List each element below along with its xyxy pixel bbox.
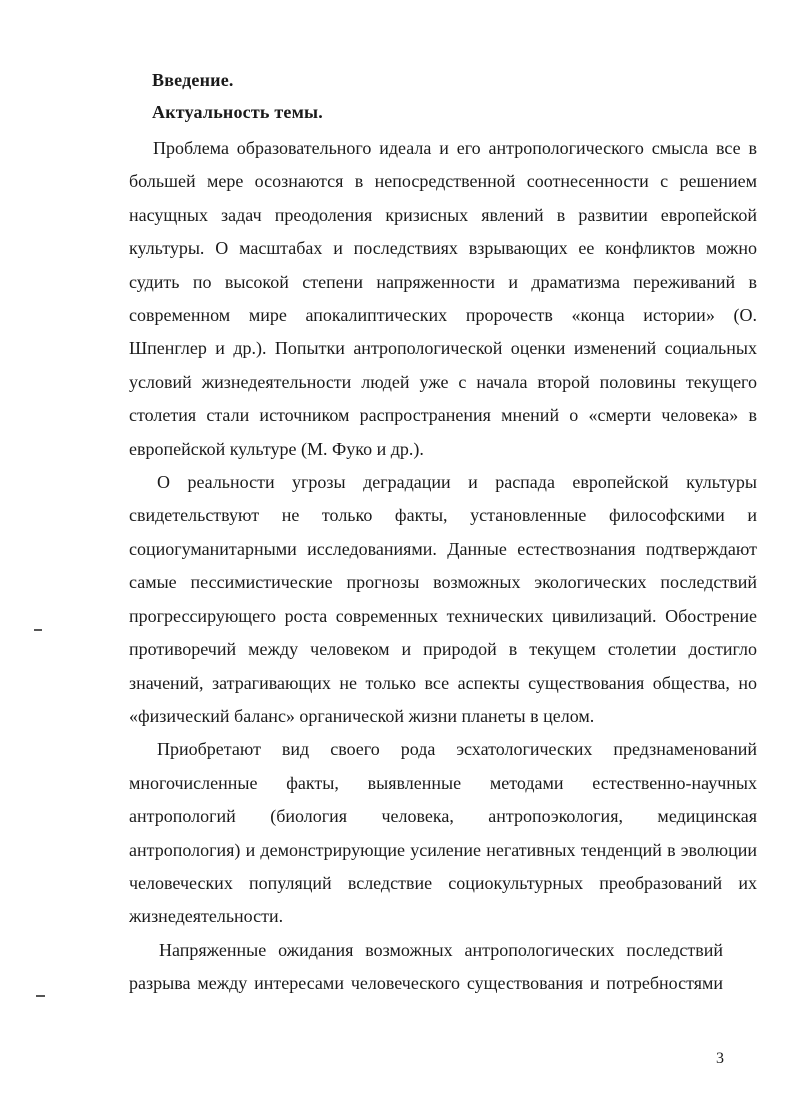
text-line: «физический баланс» органической жизни планеты в целом.: [129, 705, 595, 726]
paragraph-2: [129, 466, 757, 733]
scan-mark: [34, 629, 42, 631]
text-line: столетия стали источником распространения мнений о «смерти человека» в: [129, 405, 757, 426]
text-line: насущных задач преодоления кризисных явлений в развитии европейской: [129, 204, 757, 225]
text-line: самые пессимистические прогнозы возможных экологических последствий: [129, 572, 757, 593]
text-line: О реальности угрозы деградации и распада европейской культуры: [157, 472, 757, 493]
text-line: Напряженные ожидания возможных антропологических последствий: [159, 939, 723, 960]
text-line: большей мере осознаются в непосредственной соотнесенности с решением: [129, 171, 757, 192]
text-line: Приобретают вид своего рода эсхатологических предзнаменований: [157, 739, 757, 760]
text-line: современном мире апокалиптических пророчеств «конца истории» (О.: [129, 305, 757, 326]
paragraph-1: [129, 132, 757, 466]
text-line: значений, затрагивающих не только все аспекты существования общества, но: [129, 672, 757, 693]
text-line: антропология) и демонстрирующие усиление негативных тенденций в эволюции: [129, 839, 757, 860]
text-line: свидетельствуют не только факты, установленные философскими и: [129, 505, 757, 526]
paragraph-3: [129, 733, 757, 933]
text-line: европейской культуре (М. Фуко и др.).: [129, 438, 424, 459]
text-line: судить по высокой степени напряженности и драматизма переживаний в: [129, 271, 757, 292]
text-line: социогуманитарными исследованиями. Данные естествознания подтверждают: [129, 538, 757, 559]
body-text: [129, 132, 757, 1001]
text-line: разрыва между интересами человеческого существования и потребностями: [129, 973, 723, 994]
section-subheading: Актуальность темы.: [152, 102, 323, 122]
paragraph-4: [129, 934, 757, 1001]
text-line: Шпенглер и др.). Попытки антропологической оценки изменений социальных: [129, 338, 757, 359]
scan-mark: [36, 995, 45, 997]
text-line: многочисленные факты, выявленные методами естественно-научных: [129, 772, 757, 793]
text-line: прогрессирующего роста современных технических цивилизаций. Обострение: [129, 605, 757, 626]
page-number: 3: [716, 1050, 724, 1067]
text-line: человеческих популяций вследствие социокультурных преобразований их: [129, 872, 757, 893]
text-line: Проблема образовательного идеала и его антропологического смысла все в: [153, 138, 757, 158]
text-line: условий жизнедеятельности людей уже с начала второй половины текущего: [129, 371, 757, 392]
text-line: жизнедеятельности.: [129, 906, 284, 927]
text-line: культуры. О масштабах и последствиях взрывающих ее конфликтов можно: [129, 238, 757, 259]
text-line: противоречий между человеком и природой в текущем столетии достигло: [129, 639, 757, 660]
section-heading: Введение.: [152, 70, 234, 90]
text-line: антропологий (биология человека, антропоэкология, медицинская: [129, 806, 757, 827]
